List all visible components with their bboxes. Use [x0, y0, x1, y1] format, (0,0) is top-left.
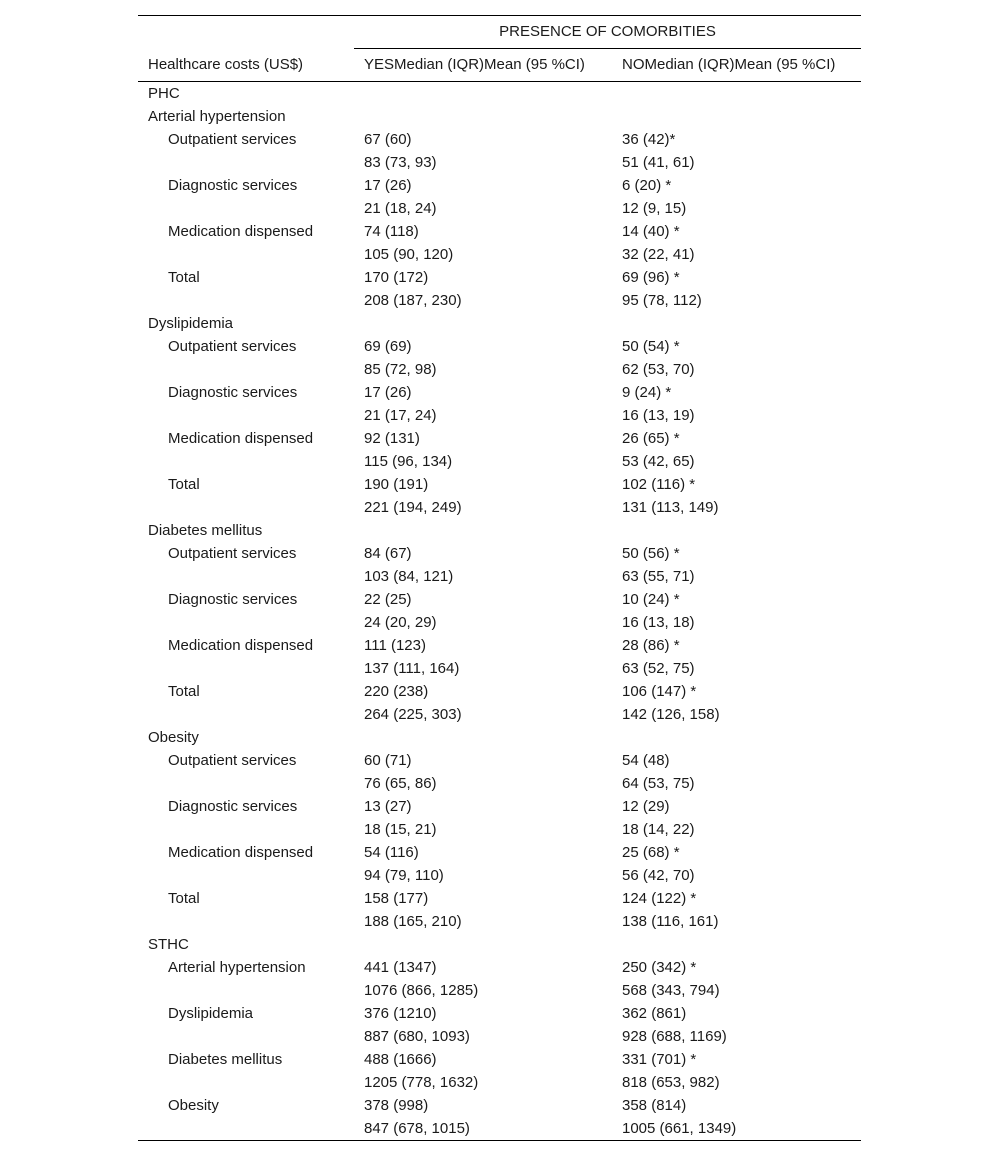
- yes-mean-ci: 137 (111, 164): [364, 660, 460, 677]
- empty-cell: [138, 358, 354, 381]
- table-row-mean: [138, 1025, 861, 1048]
- no-median-iqr: 331 (701) *: [622, 1051, 697, 1068]
- table-row: [138, 680, 861, 703]
- yes-median-iqr: 22 (25): [364, 591, 412, 608]
- table-row: [138, 174, 861, 197]
- yes-column-header: YESMedian (IQR)Mean (95 %CI): [354, 49, 612, 82]
- empty-cell: [354, 82, 612, 106]
- no-median-iqr: 362 (861): [622, 1005, 687, 1022]
- empty-cell: [138, 565, 354, 588]
- group-row: [138, 105, 861, 128]
- table-row: [138, 588, 861, 611]
- yes-median-iqr: 17 (26): [364, 177, 412, 194]
- no-mean-ci: 928 (688, 1169): [622, 1028, 727, 1045]
- cost-item-label: Arterial hypertension: [168, 959, 306, 976]
- no-median-iqr: 6 (20) *: [622, 177, 672, 194]
- table-row-mean: [138, 979, 861, 1002]
- table-row: [138, 634, 861, 657]
- table-row: [138, 381, 861, 404]
- table-row-mean: [138, 197, 861, 220]
- no-median-iqr: 26 (65) *: [622, 430, 680, 447]
- empty-cell: [138, 450, 354, 473]
- table-row: [138, 749, 861, 772]
- cost-item-label: Total: [168, 476, 200, 493]
- no-mean-ci: 131 (113, 149): [622, 499, 719, 516]
- table-row: [138, 1094, 861, 1117]
- cost-item-label: Dyslipidemia: [168, 1005, 254, 1022]
- no-mean-ci: 818 (653, 982): [622, 1074, 720, 1091]
- no-median-iqr: 9 (24) *: [622, 384, 672, 401]
- table-row: [138, 841, 861, 864]
- no-median-iqr: 36 (42)*: [622, 131, 676, 148]
- no-median-iqr: 106 (147) *: [622, 683, 697, 700]
- group-label: Diabetes mellitus: [148, 522, 263, 539]
- yes-median-iqr: 13 (27): [364, 798, 412, 815]
- no-mean-ci: 62 (53, 70): [622, 361, 695, 378]
- no-mean-ci: 12 (9, 15): [622, 200, 687, 217]
- yes-mean-ci: 1205 (778, 1632): [364, 1074, 479, 1091]
- empty-cell: [612, 105, 861, 128]
- section-row: [138, 933, 861, 956]
- cost-item-label: Diagnostic services: [168, 384, 298, 401]
- table-row-mean: [138, 151, 861, 174]
- yes-median-iqr: 170 (172): [364, 269, 429, 286]
- empty-cell: [138, 289, 354, 312]
- cost-item-label: Medication dispensed: [168, 223, 314, 240]
- no-median-iqr: 69 (96) *: [622, 269, 680, 286]
- empty-cell: [612, 519, 861, 542]
- table-row: [138, 887, 861, 910]
- group-row: [138, 519, 861, 542]
- table-row-mean: [138, 565, 861, 588]
- table-row-mean: [138, 818, 861, 841]
- no-mean-ci: 568 (343, 794): [622, 982, 720, 999]
- yes-mean-ci: 188 (165, 210): [364, 913, 462, 930]
- comorbidity-group-header: PRESENCE OF COMORBITIES: [354, 16, 861, 49]
- cost-item-label: Diagnostic services: [168, 798, 298, 815]
- yes-median-iqr: 111 (123): [364, 637, 426, 654]
- table-row-mean: [138, 1117, 861, 1141]
- table-row-mean: [138, 243, 861, 266]
- empty-cell: [138, 910, 354, 933]
- table-row: [138, 1002, 861, 1025]
- empty-cell: [138, 243, 354, 266]
- yes-mean-ci: 115 (96, 134): [364, 453, 453, 470]
- table-row: [138, 220, 861, 243]
- yes-median-iqr: 67 (60): [364, 131, 412, 148]
- yes-mean-ci: 76 (65, 86): [364, 775, 437, 792]
- yes-mean-ci: 1076 (866, 1285): [364, 982, 479, 999]
- no-mean-ci: 18 (14, 22): [622, 821, 695, 838]
- table-row: [138, 473, 861, 496]
- cost-item-label: Outpatient services: [168, 752, 297, 769]
- empty-cell: [138, 818, 354, 841]
- table-row-mean: [138, 772, 861, 795]
- table-row-mean: [138, 864, 861, 887]
- yes-median-iqr: 60 (71): [364, 752, 412, 769]
- table-row-mean: [138, 1071, 861, 1094]
- empty-cell: [354, 105, 612, 128]
- cost-item-label: Diagnostic services: [168, 177, 298, 194]
- empty-cell: [138, 657, 354, 680]
- empty-cell: [612, 933, 861, 956]
- yes-median-iqr: 376 (1210): [364, 1005, 437, 1022]
- yes-mean-ci: 105 (90, 120): [364, 246, 454, 263]
- cost-item-label: Total: [168, 269, 200, 286]
- empty-cell: [612, 82, 861, 106]
- no-median-iqr: 124 (122) *: [622, 890, 697, 907]
- table-row: [138, 1048, 861, 1071]
- cost-item-label: Outpatient services: [168, 338, 297, 355]
- cost-item-label: Diagnostic services: [168, 591, 298, 608]
- group-row: [138, 312, 861, 335]
- no-mean-ci: 138 (116, 161): [622, 913, 719, 930]
- empty-cell: [138, 496, 354, 519]
- yes-mean-ci: 103 (84, 121): [364, 568, 454, 585]
- empty-cell: [138, 611, 354, 634]
- no-median-iqr: 28 (86) *: [622, 637, 680, 654]
- yes-mean-ci: 887 (680, 1093): [364, 1028, 470, 1045]
- yes-median-iqr: 190 (191): [364, 476, 429, 493]
- table-row-mean: [138, 703, 861, 726]
- table-row-mean: [138, 611, 861, 634]
- table-body: [138, 82, 861, 1141]
- no-mean-ci: 16 (13, 19): [622, 407, 695, 424]
- no-mean-ci: 142 (126, 158): [622, 706, 720, 723]
- empty-cell: [138, 703, 354, 726]
- no-mean-ci: 16 (13, 18): [622, 614, 695, 631]
- yes-median-iqr: 69 (69): [364, 338, 412, 355]
- no-mean-ci: 51 (41, 61): [622, 154, 695, 171]
- section-label: STHC: [148, 936, 189, 953]
- header-empty-cell: [138, 16, 354, 49]
- yes-median-iqr: 84 (67): [364, 545, 412, 562]
- yes-median-iqr: 220 (238): [364, 683, 429, 700]
- yes-mean-ci: 85 (72, 98): [364, 361, 437, 378]
- table-row-mean: [138, 404, 861, 427]
- table-row: [138, 335, 861, 358]
- table-row: [138, 542, 861, 565]
- yes-median-iqr: 488 (1666): [364, 1051, 437, 1068]
- header-column-row: [138, 49, 861, 82]
- yes-mean-ci: 847 (678, 1015): [354, 1117, 612, 1141]
- empty-cell: [138, 404, 354, 427]
- yes-mean-ci: 94 (79, 110): [364, 867, 444, 884]
- no-mean-ci: 56 (42, 70): [622, 867, 695, 884]
- no-median-iqr: 10 (24) *: [622, 591, 680, 608]
- cost-item-label: Outpatient services: [168, 545, 297, 562]
- no-mean-ci: 53 (42, 65): [622, 453, 695, 470]
- empty-cell: [138, 1117, 354, 1141]
- table-row: [138, 795, 861, 818]
- yes-mean-ci: 21 (18, 24): [364, 200, 437, 217]
- table-row: [138, 128, 861, 151]
- yes-median-iqr: 74 (118): [364, 223, 419, 240]
- table-row-mean: [138, 657, 861, 680]
- table-row: [138, 427, 861, 450]
- cost-table-container: [138, 15, 861, 1141]
- yes-median-iqr: 158 (177): [364, 890, 429, 907]
- no-mean-ci: 32 (22, 41): [622, 246, 695, 263]
- no-median-iqr: 50 (54) *: [622, 338, 680, 355]
- yes-mean-ci: 18 (15, 21): [364, 821, 437, 838]
- no-median-iqr: 14 (40) *: [622, 223, 680, 240]
- group-row: [138, 726, 861, 749]
- yes-median-iqr: 54 (116): [364, 844, 419, 861]
- no-median-iqr: 25 (68) *: [622, 844, 680, 861]
- empty-cell: [138, 1025, 354, 1048]
- empty-cell: [612, 312, 861, 335]
- cost-item-label: Total: [168, 683, 200, 700]
- empty-cell: [354, 312, 612, 335]
- yes-mean-ci: 83 (73, 93): [364, 154, 437, 171]
- cost-item-label: Medication dispensed: [168, 844, 314, 861]
- cost-item-label: Medication dispensed: [168, 430, 314, 447]
- empty-cell: [138, 197, 354, 220]
- header-group-row: [138, 16, 861, 49]
- cost-item-label: Medication dispensed: [168, 637, 314, 654]
- empty-cell: [138, 1071, 354, 1094]
- yes-median-iqr: 17 (26): [364, 384, 412, 401]
- yes-mean-ci: 221 (194, 249): [364, 499, 462, 516]
- empty-cell: [354, 519, 612, 542]
- table-row-mean: [138, 289, 861, 312]
- costs-column-header: Healthcare costs (US$): [138, 49, 354, 82]
- empty-cell: [138, 772, 354, 795]
- yes-median-iqr: 378 (998): [364, 1097, 429, 1114]
- table-row-mean: [138, 450, 861, 473]
- table-row-mean: [138, 910, 861, 933]
- table-row: [138, 956, 861, 979]
- group-label: Dyslipidemia: [148, 315, 234, 332]
- cost-item-label: Obesity: [168, 1097, 219, 1114]
- empty-cell: [138, 864, 354, 887]
- no-median-iqr: 54 (48): [622, 752, 670, 769]
- no-mean-ci: 1005 (661, 1349): [612, 1117, 861, 1141]
- no-median-iqr: 102 (116) *: [622, 476, 696, 493]
- empty-cell: [354, 933, 612, 956]
- cost-item-label: Total: [168, 890, 200, 907]
- no-mean-ci: 64 (53, 75): [622, 775, 695, 792]
- cost-item-label: Outpatient services: [168, 131, 297, 148]
- yes-median-iqr: 92 (131): [364, 430, 420, 447]
- no-column-header: NOMedian (IQR)Mean (95 %CI): [612, 49, 861, 82]
- yes-median-iqr: 441 (1347): [364, 959, 437, 976]
- empty-cell: [138, 151, 354, 174]
- yes-mean-ci: 21 (17, 24): [364, 407, 437, 424]
- empty-cell: [354, 726, 612, 749]
- section-label: PHC: [148, 85, 180, 102]
- no-mean-ci: 63 (55, 71): [622, 568, 695, 585]
- empty-cell: [138, 979, 354, 1002]
- group-label: Obesity: [148, 729, 199, 746]
- yes-mean-ci: 264 (225, 303): [364, 706, 462, 723]
- section-row: [138, 82, 861, 106]
- no-median-iqr: 358 (814): [622, 1097, 687, 1114]
- table-row-mean: [138, 358, 861, 381]
- group-label: Arterial hypertension: [148, 108, 286, 125]
- no-median-iqr: 12 (29): [622, 798, 670, 815]
- no-median-iqr: 50 (56) *: [622, 545, 680, 562]
- no-mean-ci: 95 (78, 112): [622, 292, 702, 309]
- no-median-iqr: 250 (342) *: [622, 959, 697, 976]
- table-row-mean: [138, 496, 861, 519]
- empty-cell: [612, 726, 861, 749]
- yes-mean-ci: 24 (20, 29): [364, 614, 437, 631]
- yes-mean-ci: 208 (187, 230): [364, 292, 462, 309]
- table-row: [138, 266, 861, 289]
- cost-item-label: Diabetes mellitus: [168, 1051, 283, 1068]
- no-mean-ci: 63 (52, 75): [622, 660, 695, 677]
- healthcare-costs-table: [138, 15, 861, 1141]
